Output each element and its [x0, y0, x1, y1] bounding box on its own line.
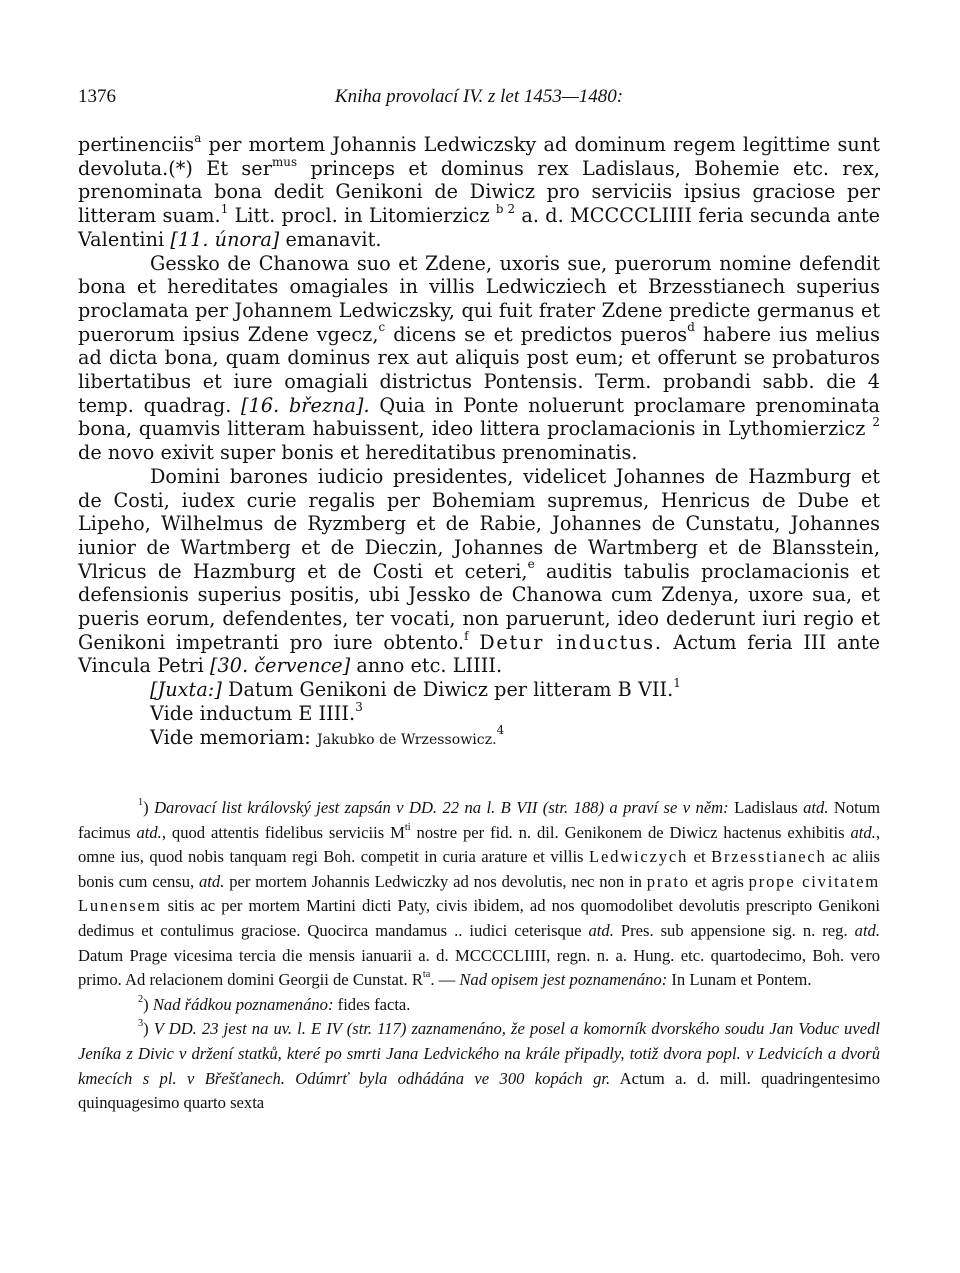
editorial-date: [30. července]: [210, 654, 351, 678]
text-run: et agris: [689, 871, 749, 891]
text-run: Domini barones iudicio presidentes, videlicet Johannes de Hazmburg et de Costi, iudex curie regalis per Bohemiam supremus, Henricus de Dube et Lipeho, Wilhelmus de Ryzmberg et de Rabie, Johannes de Cunstatu, Johannes iunior de Wartmberg et de Dieczin, Johannes de Wartmberg et de Blansstein, Vlricus de Hazmburg et de Costi et ceteri,: [78, 464, 880, 583]
text-run: [Juxta:]: [150, 678, 222, 702]
footnote-number: 2: [138, 993, 144, 1005]
text-run: Notum facimus: [78, 798, 880, 842]
text-run: habere ius melius ad dicta bona, quam dominus rex aut aliquis post eum; et offerunt se probaturos libertatibus et iure omagiali districtus Pontensis. Term. probandi sabb. die 4 temp. quadrag.: [78, 322, 881, 417]
spaced-text: Brzesstianech: [711, 847, 827, 867]
text-run: Nad řádkou poznamenáno:: [152, 994, 334, 1014]
footnote-number: 3: [138, 1018, 144, 1030]
text-run: Vide memoriam:: [150, 725, 317, 749]
note-mark: a: [194, 130, 202, 145]
text-run: . —: [430, 970, 460, 990]
text-run: [469, 631, 480, 654]
text-run: Actum a. d. mill. quadringentesimo quinquagesimo quarto sexta: [78, 1068, 881, 1113]
text-run: per mortem Johannis Ledwiczsky ad dominum regem legittime sunt devoluta.(*) Et ser: [78, 133, 880, 180]
text-run: ): [143, 1019, 154, 1039]
text-run: Quia in Ponte noluerunt proclamare prenominata bona, quamvis litteram habuissent, ideo littera proclamacionis in Lythomierzicz: [78, 393, 880, 441]
paragraph-continuation: [78, 130, 881, 252]
text-run: anno etc. LIIII.: [350, 654, 503, 678]
editorial-date: [16. března].: [241, 393, 370, 417]
text-run: a. d. MCCCCLIIII feria secunda ante Valentini: [78, 204, 881, 251]
text-run: Litt. procl. in Litomierzicz: [228, 204, 496, 228]
juxta-line: [78, 678, 880, 702]
text-run: atd.: [803, 798, 829, 817]
footnote-ref: 1: [220, 201, 229, 216]
text-run: Ladislaus: [728, 798, 804, 817]
text-run: , quod attentis fidelibus serviciis M: [161, 822, 405, 842]
footnote-number: 1: [138, 796, 144, 808]
footnote: [78, 1017, 880, 1115]
footnote-ref: 1: [673, 676, 681, 690]
text-run: ac aliis bonis cum censu,: [78, 847, 881, 891]
text-run: nostre per fid. n. dil. Genikonem de Diwicz hactenus exhibitis: [410, 822, 851, 842]
note-mark: f: [464, 628, 469, 643]
text-run: Darovací list královský jest zapsán v DD. 22 na l. B VII (str. 188) a praví se v něm:: [154, 798, 729, 817]
text-run: per mortem Johannis Ledwiczky ad nos devolutis, nec non in: [224, 871, 647, 891]
paragraph-defense: [78, 252, 880, 465]
running-header: [78, 86, 880, 116]
text-run: ): [143, 798, 155, 817]
text-run: atd.: [136, 822, 162, 842]
text-run: V DD. 23 jest na uv. l. E IV (str. 117) zaznamenáno, že posel a komorník dvorského soudu Jan Voduc uvedl Jeníka z Divic v držení statků, které po smrti Jana Ledvického na krále připadly, totiž dvora popl. v Ledvicích a dvorů kmecích s pl. v Břešťanech. Odúmrť byla odhádána ve 300 kopách gr.: [78, 1019, 880, 1088]
text-run: pertinenciis: [78, 133, 195, 156]
text-run: Pres. sub appensione sig. n. reg.: [613, 920, 855, 940]
spaced-text: Ledwiczych: [589, 847, 689, 867]
main-text: [78, 130, 881, 752]
text-run: , omne ius, quod nobis tanquam regi Boh. competit in curia arature et villis: [78, 822, 880, 867]
text-run: Datum Prage vicesima tercia die mensis ianuarii a. d. MCCCCLIIII, regn. n. a. Hung. etc. quartodecimo, Boh. vero primo. Ad relacionem domini Georgii de Cunstat. R: [78, 945, 880, 990]
text-run: auditis tabulis proclamacionis et defensionis superius positis, ubi Jessko de Chanowa cum Zdenya, uxore sua, et pueris eorum, defendentes, ter vocati, non paruerunt, ideo dederunt iuri regio et Genikoni impetranti pro iure obtento.: [78, 559, 880, 654]
text-run: Jakubko de Wrzessowicz.: [316, 731, 497, 748]
note-mark: d: [687, 320, 695, 335]
text-run: Nad opisem jest poznamenáno:: [459, 970, 668, 990]
footnotes: [78, 796, 880, 1116]
text-run: fides facta.: [333, 994, 411, 1014]
spaced-text: Detur inductus.: [479, 630, 663, 654]
text-run: atd.: [588, 920, 614, 940]
text-run: atd.: [850, 822, 876, 842]
running-title: Kniha provolací IV. z let 1453—1480:: [334, 86, 624, 107]
editorial-date: [11. února]: [170, 227, 280, 251]
text-run: emanavit.: [279, 227, 382, 251]
text-run: dicens se et predictos pueros: [385, 322, 688, 346]
text-run: atd.: [854, 920, 880, 940]
text-run: sitis ac per mortem Martini dicti Paty, civis ibidem, ad nos quomodolibet devolutis prescripto Genikoni dedimus et contulimus graciose. Quocirca mandamus .. iudici ceterisque: [78, 896, 880, 940]
superscript: ta: [422, 969, 431, 981]
footnote-ref: 2: [872, 415, 880, 430]
text-run: Gessko de Chanowa suo et Zdene, uxoris sue, puerorum nomine defendit bona et hereditates omagiales in villis Ledwicziech et Brzesstianech superius proclamata per Johannem Ledwiczsky, qui fuit frater Zdene predicte germanus et puerorum ipsius Zdene vgecz,: [78, 251, 880, 346]
vide-line: [78, 699, 880, 726]
text-run: et: [688, 847, 712, 867]
superscript: ti: [404, 821, 411, 833]
text-run: Datum Genikoni de Diwicz per litteram B VII.: [221, 678, 674, 702]
spaced-text: prato: [646, 871, 690, 891]
paragraph-judgment: [78, 465, 880, 678]
text-run: In Lunam et Pontem.: [667, 970, 812, 990]
page-number: 1376: [78, 86, 116, 107]
text-run: atd.: [199, 871, 225, 891]
note-mark: c: [378, 320, 386, 335]
footnote-ref: 3: [355, 699, 363, 714]
text-run: de novo exivit super bonis et hereditatibus prenominatis.: [78, 441, 638, 465]
text-run: Vide inductum E IIII.: [150, 701, 356, 725]
footnote-ref: b 2: [495, 201, 516, 216]
footnote: [78, 796, 880, 993]
superscript: mus: [271, 154, 298, 169]
footnote-ref: 4: [496, 723, 505, 738]
text-run: Actum feria III ante Vincula Petri: [78, 630, 880, 678]
vide-line: [78, 723, 880, 753]
spaced-text: prope civitatem Lunensem: [78, 871, 881, 916]
note-mark: e: [527, 557, 535, 572]
text-run: princeps et dominus rex Ladislaus, Bohemie etc. rex, prenominata bona dedit Genikoni de Diwicz pro serviciis ipsius graciose per litteram suam.: [78, 156, 881, 228]
footnote: [78, 993, 880, 1018]
text-run: ): [143, 994, 153, 1014]
